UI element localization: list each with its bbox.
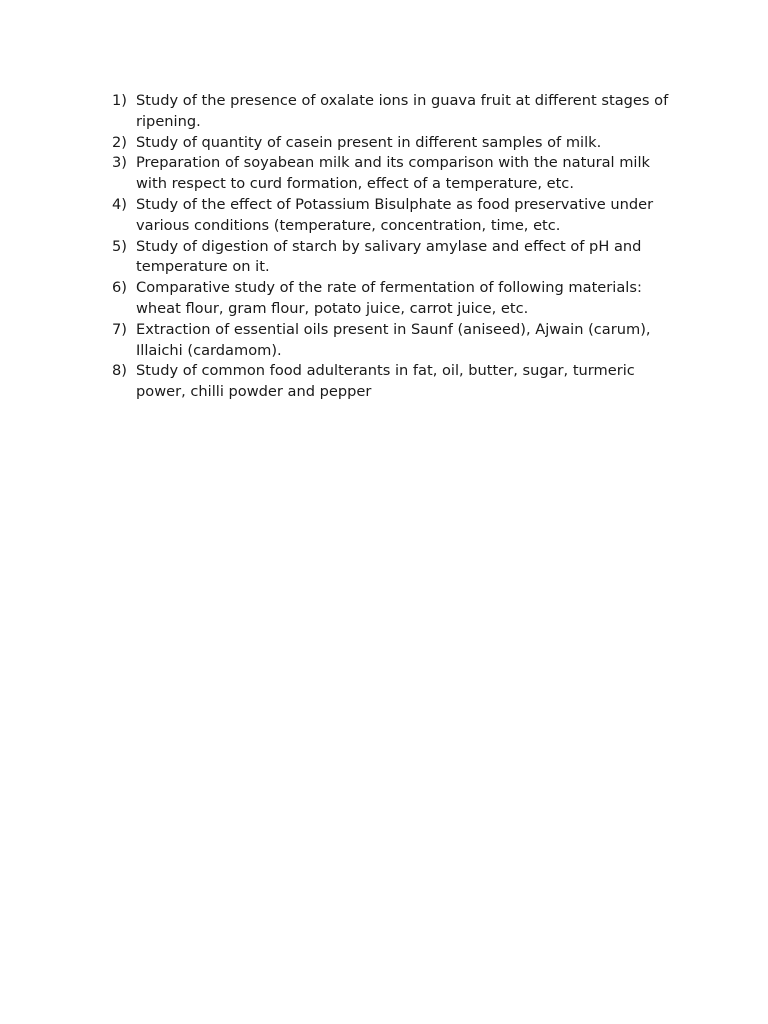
list-item [112,195,682,237]
list-item-text: Study of the effect of Potassium Bisulphate as food preservative under various conditions (temperature, concentration, time, etc. [136,195,654,234]
list-item-text: Preparation of soyabean milk and its comparison with the natural milk with respect to curd formation, effect of a temperature, etc. [136,154,650,193]
list-item-text: Extraction of essential oils present in Saunf (aniseed), Ajwain (carum), Illaichi (cardamom). [136,320,651,359]
list-item-number: 3) [112,154,127,172]
list-item-number: 7) [112,320,127,338]
list-item-number: 1) [112,92,127,109]
list-item-text: Study of the presence of oxalate ions in guava fruit at different stages of ripening. [136,92,669,130]
project-list [112,91,682,403]
list-item [112,91,682,133]
list-item-text: Study of quantity of casein present in different samples of milk. [136,133,602,151]
list-item-number: 8) [112,362,127,380]
list-item [112,361,682,403]
list-item [112,278,682,320]
list-item-text: Study of digestion of starch by salivary amylase and effect of pH and temperature on it. [136,237,642,276]
list-item-number: 4) [112,195,127,213]
list-item-number: 2) [112,133,127,151]
list-item-text: Comparative study of the rate of fermentation of following materials: wheat flour, gram flour, potato juice, carrot juice, etc. [136,279,642,317]
list-item-text: Study of common food adulterants in fat, oil, butter, sugar, turmeric power, chilli powder and pepper [136,362,635,401]
list-item [112,133,682,154]
list-item [112,237,682,279]
list-item-number: 5) [112,237,127,255]
list-item [112,320,682,362]
list-item [112,153,682,195]
list-item-number: 6) [112,279,127,297]
